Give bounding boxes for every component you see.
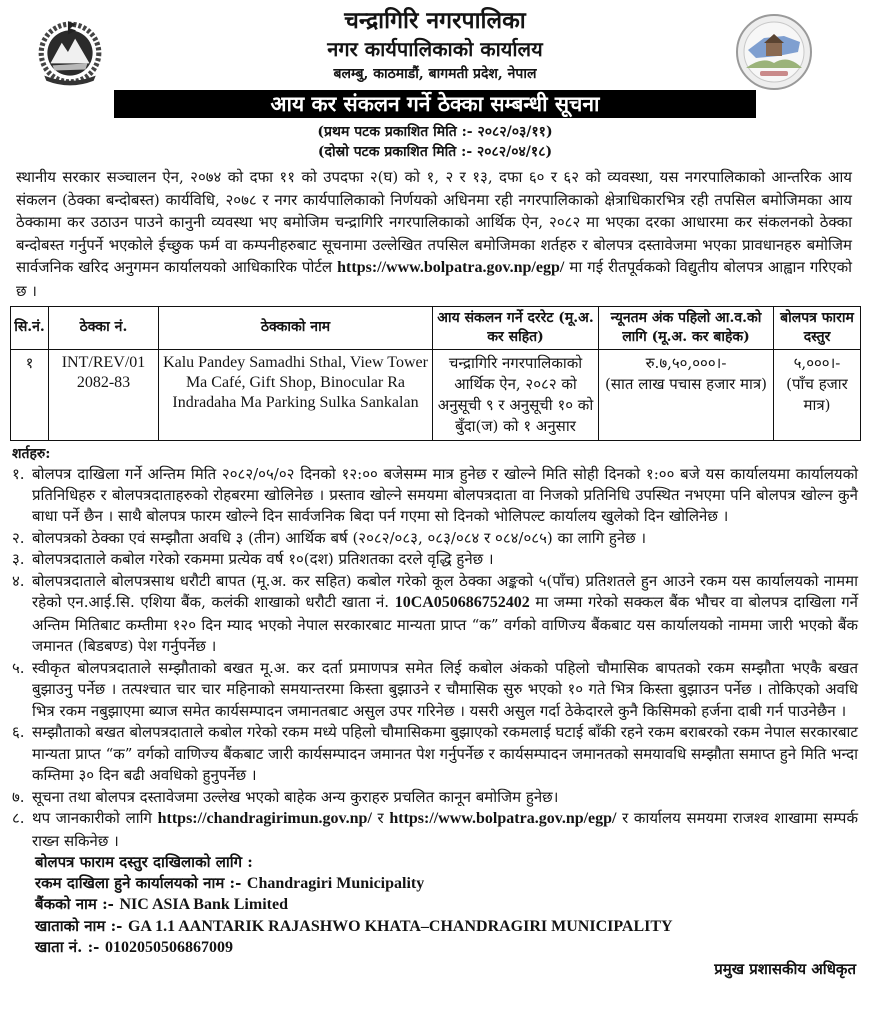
cell-minimum-amount bbox=[599, 349, 774, 440]
cell-form-fee bbox=[774, 349, 861, 440]
office-address: बलम्बु, काठमाडौं, बागमती प्रदेश, नेपाल bbox=[333, 66, 537, 82]
header-contract-no: ठेक्का नं. bbox=[49, 306, 159, 349]
condition-text-after: मा जम्मा गरेको सक्कल बैंक भौचर वा बोलपत्र दाखिला गर्ने अन्तिम मितिबाट कम्तीमा १२० दिन म्याद भएको नेपाल सरकारबाट मान्यता प्राप्त “क” वर्गको वाणिज्य बैंकबाट यस कार्यालयको नाममा जारी भएको बैंक जमानत (बिडबण्ड) पेश गर्नुपर्नेछ । bbox=[32, 593, 858, 656]
condition-item-4 bbox=[10, 571, 860, 658]
table-header-row bbox=[11, 306, 861, 349]
first-publication-date: (प्रथम पटक प्रकाशित मिति :- २०८२/०३/११) bbox=[317, 124, 553, 140]
condition-number: २. bbox=[12, 528, 25, 547]
condition-text: बोलपत्रको ठेक्का एवं सम्झौता अवधि ३ (तीन) आर्थिक बर्ष (२०८२/०८३, ०८३/०८४ र ०८४/०८५) का लागि हुनेछ । bbox=[32, 528, 647, 547]
condition-item-8 bbox=[10, 808, 860, 852]
condition-text-before: थप जानकारीको लागि bbox=[32, 808, 152, 827]
table-row bbox=[11, 349, 861, 440]
publication-dates bbox=[10, 122, 860, 162]
condition-text: सम्झौताको बखत बोलपत्रदाताले कबोल गरेको रकम मध्ये पहिलो चौमासिकमा बुझाएको रकमलाई घटाई बाँकी रहने रकम बराबरको रकम नेपाल सरकारबाट मान्यता प्राप्त “क” वर्गको वाणिज्य बैंकबाट जारी कार्यसम्पादन जमानत पेश गर्नुपर्नेछ र कार्यसम्पादन जमानतको समयावधि सम्झौता समाप्त हुने मिति भन्दा कम्तिमा ३० दिन बढी अवधिको हुनुपर्नेछ । bbox=[32, 723, 858, 785]
municipality-url: https://chandragirimun.gov.np/ bbox=[157, 809, 372, 827]
payment-account-no-line bbox=[10, 937, 860, 959]
condition-number: ७. bbox=[12, 787, 25, 806]
condition-text-after: र कार्यालय समयमा राजश्व शाखामा सम्पर्क राख्न सकिनेछ । bbox=[32, 808, 858, 850]
condition-text bbox=[32, 808, 858, 852]
cell-collection-rate: चन्द्रागिरि नगरपालिकाको आर्थिक ऐन, २०८२ को अनुसूची ९ र अनुसूची १० को बुँदा(ज) को १ अनुसार bbox=[433, 349, 599, 440]
condition-number: ८. bbox=[12, 808, 25, 827]
header-form-fee: बोलपत्र फाराम दस्तुर bbox=[774, 306, 861, 349]
condition-text-before: बोलपत्रदाताले बोलपत्रसाथ धरौटी बापत (मू.अ. कर सहित) कबोल गरेको कूल ठेक्का अङ्कको ५(पाँच) प्रतिशतले हुन आउने रकम यस कार्यालयको नाममा रहेको एन.आई.सि. एशिया बैंक, कलंकी शाखाको धरौटी खाता नं. bbox=[32, 571, 858, 612]
condition-number: ४. bbox=[12, 571, 25, 590]
header-minimum-amount: न्यूनतम अंक पहिलो आ.व.को लागि (मू.अ. कर बाहेक) bbox=[599, 306, 774, 349]
payment-account-no-value: 0102050506867009 bbox=[104, 939, 233, 957]
contract-table bbox=[10, 306, 861, 441]
condition-item-7 bbox=[10, 787, 860, 808]
bolpatra-url: https://www.bolpatra.gov.np/egp/ bbox=[389, 809, 617, 827]
condition-text-mid: र bbox=[377, 808, 384, 827]
payment-office-value: Chandragiri Municipality bbox=[246, 874, 425, 892]
condition-number: ५. bbox=[12, 658, 25, 677]
payment-bank-value: NIC ASIA Bank Limited bbox=[119, 896, 288, 914]
intro-text-after: मा गई रीतपूर्वकको विद्युतीय बोलपत्र आह्वान गरिएको छ । bbox=[16, 258, 852, 300]
payment-account-no-label: खाता नं. :- bbox=[35, 938, 100, 957]
intro-paragraph bbox=[16, 166, 852, 303]
intro-text: स्थानीय सरकार सञ्चालन ऐन, २०७४ को दफा ११ को उपदफा २(घ) को १, २ र १३, दफा ६० र ६२ को व्यवस्था, यस नगरपालिकाको आन्तरिक आय संकलन (ठेक्का बन्दोबस्त) कार्यविधि, २०७८ र नगर कार्यपालिकाको निर्णयको अधिनमा रही नगरपालिकाको क्षेत्राधिकारभित्र रही तपसिल बमोजिमका आय ठेक्कामा कर उठाउन पाउने कानुनी व्यवस्था भए बमोजिम चन्द्रागिरि नगरपालिकाको आर्थिक ऐन, २०८२ मा भएका दरका आधारमा कर संकलनको ठेक्का बन्दोबस्त गर्नुपर्ने भएकोले ईच्छुक फर्म वा कम्पनीहरुबाट सूचनामा उल्लेखित तपसिल बमोजिमका शर्तहरु र बोलपत्र दस्तावेजमा भएका प्रावधानहरु बमोजिम सार्वजनिक खरिद अनुगमन कार्यालयको आधिकारिक पोर्टल bbox=[16, 168, 852, 276]
condition-number: ३. bbox=[12, 550, 25, 569]
conditions-title: शर्तहरु: bbox=[12, 445, 51, 462]
payment-account-name-label: खाताको नाम :- bbox=[35, 916, 123, 935]
form-fee-figure: ५,०००।- bbox=[793, 353, 841, 372]
condition-text: बोलपत्रदाताले कबोल गरेको रकममा प्रत्येक वर्ष १०(दश) प्रतिशतका दरले वृद्धि हुनेछ । bbox=[32, 550, 494, 569]
condition-number: ६. bbox=[12, 723, 25, 742]
municipality-name: चन्द्रागिरि नगरपालिका bbox=[344, 7, 526, 34]
condition-number: १. bbox=[12, 464, 25, 483]
payment-bank-label: बैंकको नाम :- bbox=[35, 895, 114, 914]
condition-text: सूचना तथा बोलपत्र दस्तावेजमा उल्लेख भएको बाहेक अन्य कुराहरु प्रचलित कानून बमोजिम हुनेछ। bbox=[32, 787, 559, 806]
header-collection-rate: आय संकलन गर्ने दररेट (मू.अ. कर सहित) bbox=[433, 306, 599, 349]
condition-item-6 bbox=[10, 722, 860, 786]
municipality-seal-graphic bbox=[734, 12, 814, 92]
condition-text: स्वीकृत बोलपत्रदाताले सम्झौताको बखत मू.अ. कर दर्ता प्रमाणपत्र समेत लिई कबोल अंकको पहिलो चौमासिक बापतको रकम सम्झौता भएकै बखत बुझाउनु पर्नेछ । तत्पश्चात चार चार महिनाको समयान्तरमा किस्ता बुझाउने र चौमासिक सुरु भएको १० गते भित्र किस्ता बुझाउन पर्नेछ । तोकिएको अवधि भित्र रकम नबुझाएमा ब्याज समेत कार्यसम्पादन जमानतबाट असुल उपर गरिनेछ । यसरी असुल गर्दा ठेकेदारले कुनै किसिमको हर्जना दाबी गर्न पाउनेछैन । bbox=[32, 658, 858, 720]
condition-item-5 bbox=[10, 658, 860, 722]
deposit-account-number: 10CA050686752402 bbox=[394, 594, 530, 612]
cell-serial-no: १ bbox=[11, 349, 49, 440]
condition-item-2 bbox=[10, 528, 860, 549]
municipality-seal-icon bbox=[734, 12, 814, 92]
header-serial-no: सि.नं. bbox=[11, 306, 49, 349]
payment-office-line bbox=[10, 873, 860, 895]
letterhead bbox=[10, 6, 860, 90]
portal-url: https://www.bolpatra.gov.np/egp/ bbox=[337, 259, 565, 276]
condition-text bbox=[32, 571, 858, 658]
cell-contract-no: INT/REV/01 2082-83 bbox=[49, 349, 159, 440]
condition-item-3 bbox=[10, 549, 860, 570]
minimum-amount-words: (सात लाख पचास हजार मात्र) bbox=[605, 374, 767, 393]
second-publication-date: (दोस्रो पटक प्रकाशित मिति :- २०८२/०४/१८) bbox=[317, 144, 553, 160]
payment-account-name-line bbox=[10, 916, 860, 938]
header-contract-name: ठेक्काको नाम bbox=[159, 306, 433, 349]
condition-item-1 bbox=[10, 464, 860, 528]
condition-text: बोलपत्र दाखिला गर्ने अन्तिम मिति २०८२/०५/०२ दिनको १२:०० बजेसम्म मात्र हुनेछ र खोल्ने मिति सोही दिनको १:०० बजे यस कार्यालयमा कार्यालयको प्रतिनिधिहरु र बोलपत्रदाताहरुको रोहबरमा खोलिनेछ । प्रस्ताव खोल्ने समयमा बोलपत्रदाता वा निजको प्रतिनिधि उपस्थित नभएमा पनि बोलपत्र खोल्न कुनै बाधा पर्ने छैन । साथै बोलपत्र फारम खोल्ने दिन सार्वजनिक बिदा पर्न गएमा सो दिनको भोलिपल्ट कार्यालय खुलेको दिन खोलिनेछ । bbox=[32, 464, 858, 526]
payment-bank-line bbox=[10, 894, 860, 916]
notice-title-banner: आय कर संकलन गर्ने ठेक्का सम्बन्धी सूचना bbox=[114, 90, 756, 118]
cell-contract-name: Kalu Pandey Samadhi Sthal, View Tower Ma Café, Gift Shop, Binocular Ra Indradaha Ma Parking Sulka Sankalan bbox=[159, 349, 433, 440]
payment-title: बोलपत्र फाराम दस्तुर दाखिलाको लागि : bbox=[35, 853, 253, 872]
minimum-amount-figure: रु.७,५०,०००।- bbox=[645, 353, 727, 372]
payment-office-label: रकम दाखिला हुने कार्यालयको नाम :- bbox=[35, 873, 242, 892]
office-name: नगर कार्यपालिकाको कार्यालय bbox=[327, 37, 543, 61]
nepal-emblem-icon bbox=[34, 18, 106, 86]
payment-account-name-value: GA 1.1 AANTARIK RAJASHWO KHATA–CHANDRAGIRI MUNICIPALITY bbox=[127, 917, 673, 935]
nepal-emblem-graphic bbox=[34, 18, 106, 86]
form-fee-words: (पाँच हजार मात्र) bbox=[786, 374, 848, 414]
signatory-title: प्रमुख प्रशासकीय अधिकृत bbox=[714, 959, 856, 978]
